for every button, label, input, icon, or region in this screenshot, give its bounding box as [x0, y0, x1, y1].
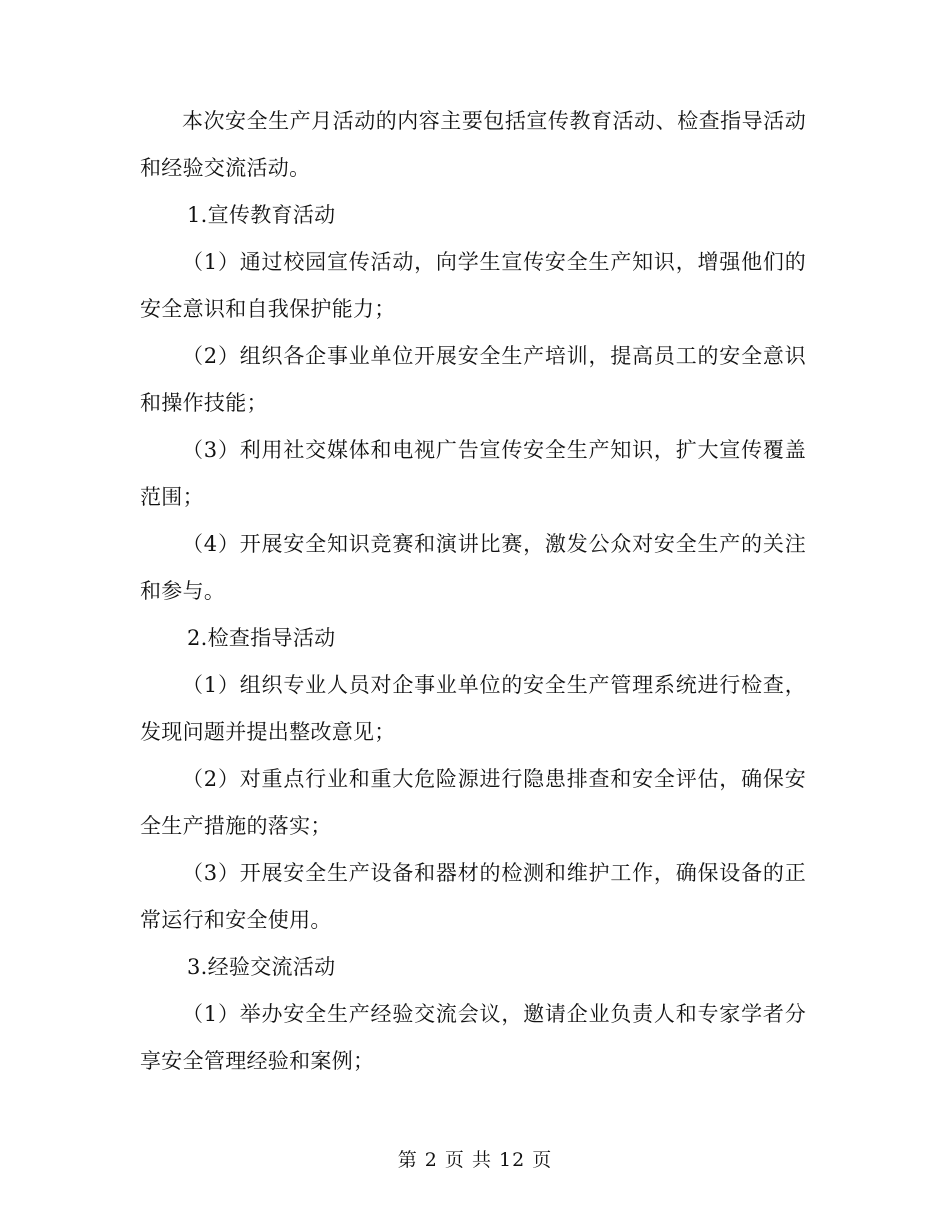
page-number-footer: 第 2 页 共 12 页 [397, 1149, 553, 1171]
paragraph-publicity-1: （1）通过校园宣传活动，向学生宣传安全生产知识，增强他们的安全意识和自我保护能力； [140, 250, 806, 321]
paragraph-inspection-2: （2）对重点行业和重大危险源进行隐患排查和安全评估，确保安全生产措施的落实； [140, 767, 806, 838]
paragraph-publicity-4: （4）开展安全知识竞赛和演讲比赛，激发公众对安全生产的关注和参与。 [140, 532, 806, 603]
section-heading-inspection: 2.检查指导活动 [187, 626, 336, 650]
paragraph-publicity-2: （2）组织各企事业单位开展安全生产培训，提高员工的安全意识和操作技能； [140, 344, 806, 415]
paragraph-inspection-3: （3）开展安全生产设备和器材的检测和维护工作，确保设备的正常运行和安全使用。 [140, 861, 806, 932]
section-heading-publicity: 1.宣传教育活动 [187, 203, 336, 227]
paragraph-exchange-1: （1）举办安全生产经验交流会议，邀请企业负责人和专家学者分享安全管理经验和案例； [140, 1002, 806, 1073]
paragraph-publicity-3: （3）利用社交媒体和电视广告宣传安全生产知识，扩大宣传覆盖范围； [140, 438, 806, 509]
paragraph-intro: 本次安全生产月活动的内容主要包括宣传教育活动、检查指导活动和经验交流活动。 [140, 109, 806, 180]
paragraph-inspection-1: （1）组织专业人员对企事业单位的安全生产管理系统进行检查，发现问题并提出整改意见； [140, 673, 806, 744]
document-body [140, 98, 806, 1085]
section-heading-exchange: 3.经验交流活动 [187, 955, 336, 979]
